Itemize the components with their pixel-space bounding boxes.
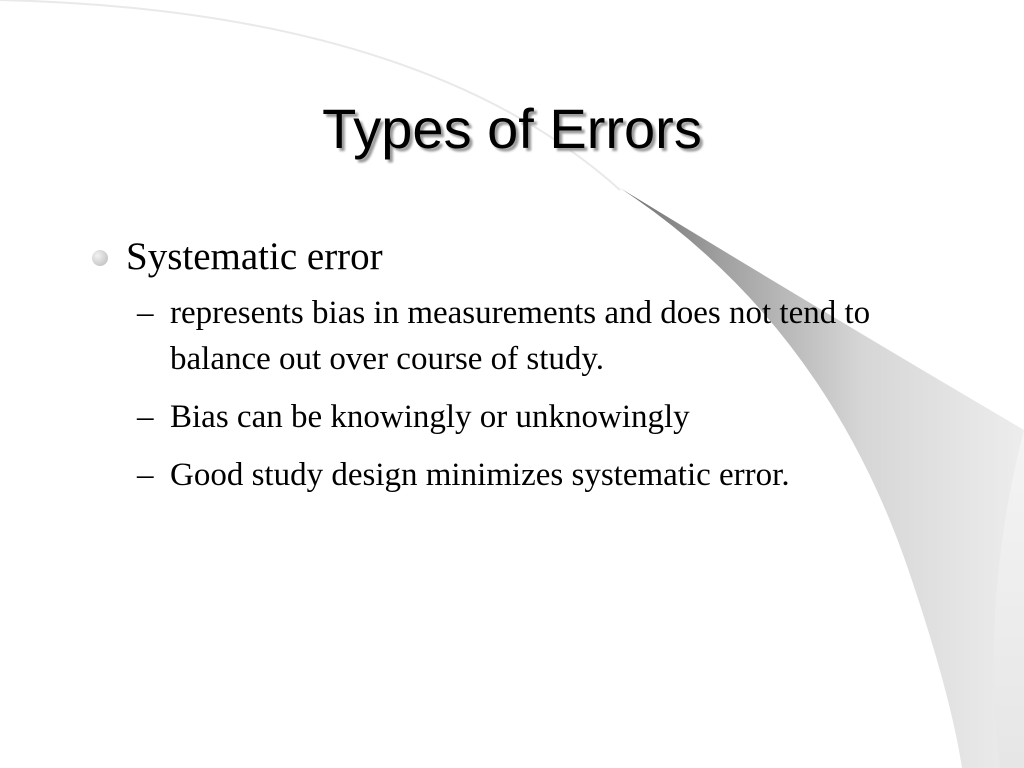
bullet-dot-icon <box>92 250 108 266</box>
sub-bullet-item <box>133 290 948 382</box>
sub-bullet-text: Bias can be knowingly or unknowingly <box>170 399 690 435</box>
dash-icon: – <box>137 399 154 435</box>
dash-icon: – <box>137 295 154 331</box>
slide-title: Types of Errors <box>322 97 702 160</box>
bullet-list <box>88 232 948 510</box>
sub-bullet-item <box>133 452 948 498</box>
dash-icon: – <box>137 457 154 493</box>
sub-bullet-text: Good study design minimizes systematic error. <box>170 457 790 493</box>
bullet-item <box>88 232 948 282</box>
sub-bullet-item <box>133 394 948 440</box>
sub-bullet-text: represents bias in measurements and does not tend to balance out over course of study. <box>170 295 871 377</box>
bullet-text: Systematic error <box>126 235 383 278</box>
